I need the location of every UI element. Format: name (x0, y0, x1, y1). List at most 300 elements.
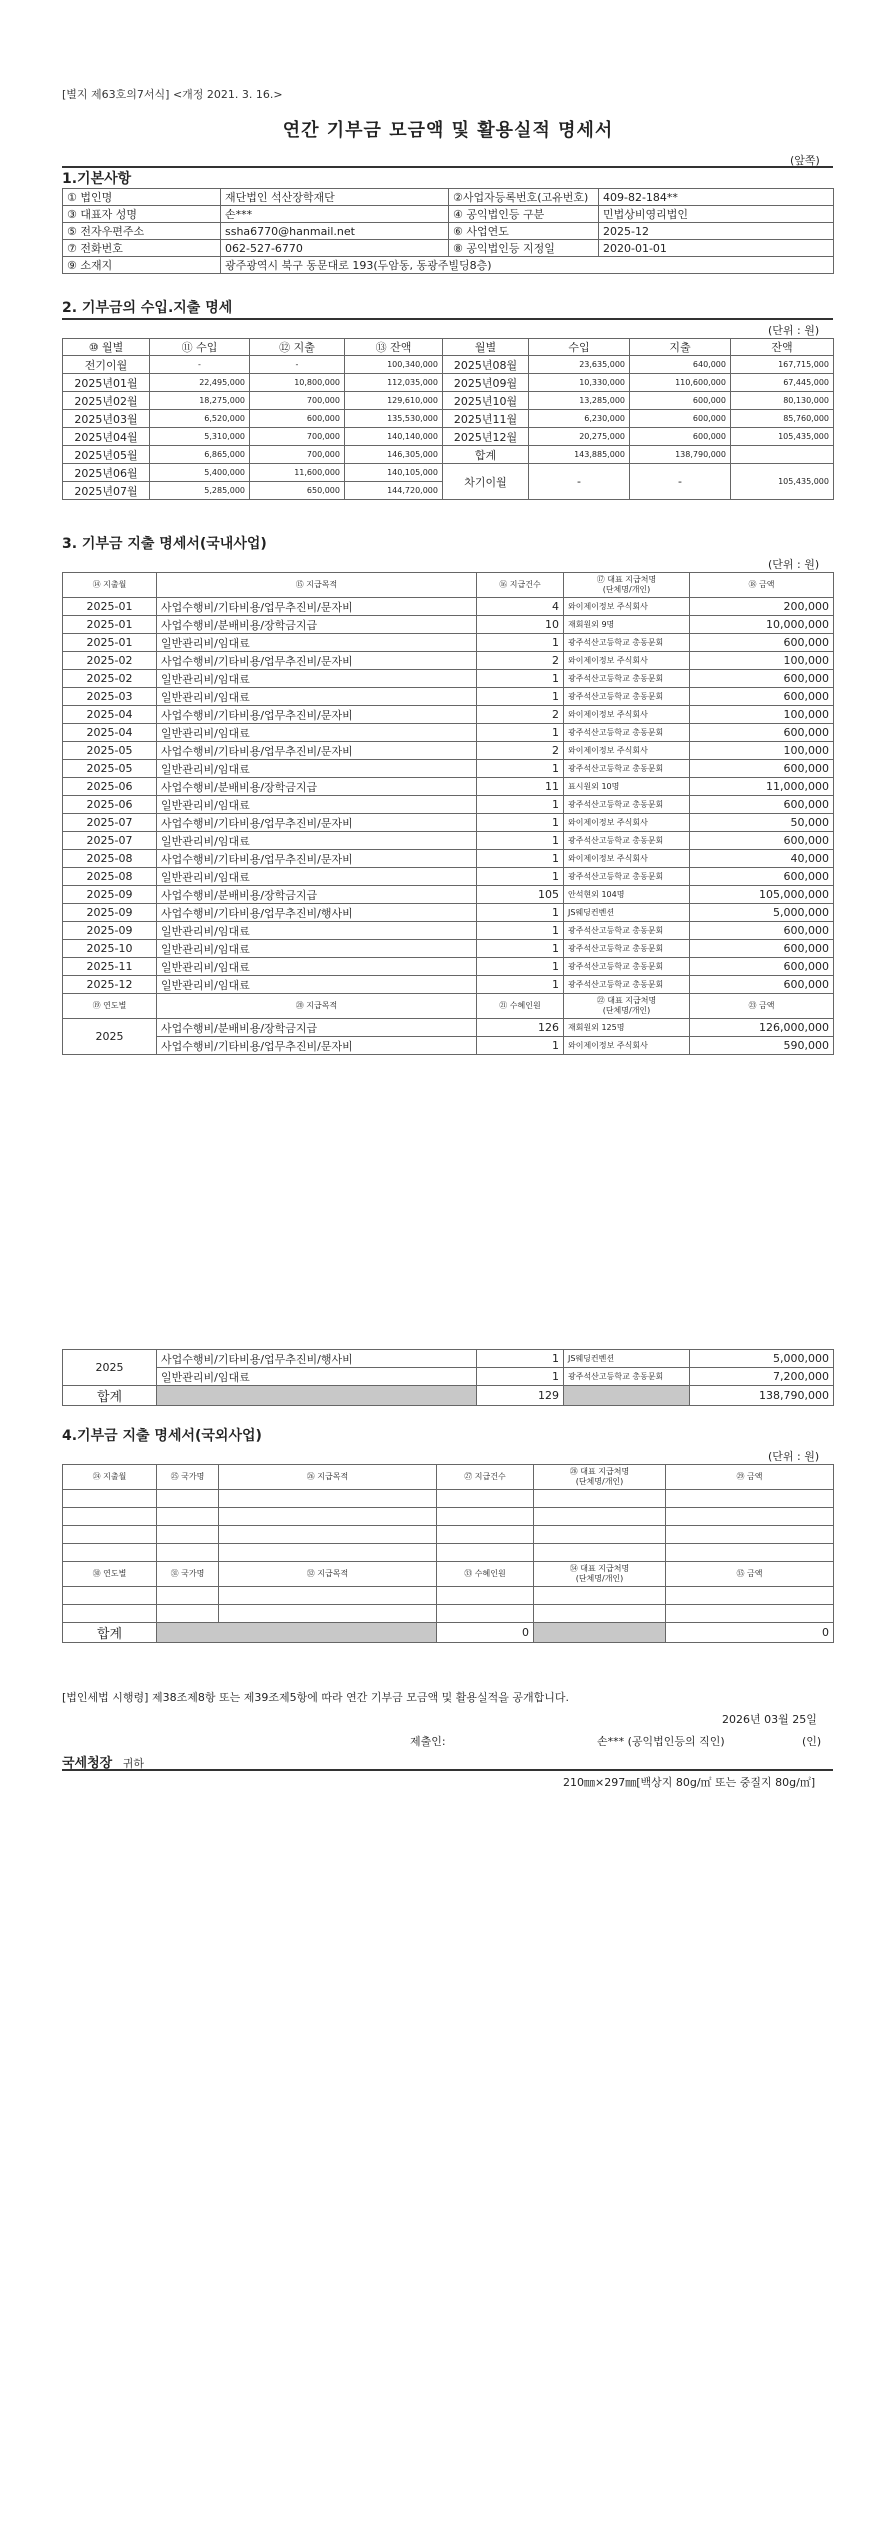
balance-cell: 135,530,000 (345, 410, 443, 428)
balance-cell: 105,435,000 (731, 464, 834, 500)
domestic-expense-row (63, 976, 834, 994)
recipient-cell: 와이제이정보 주식회사 (564, 1037, 690, 1055)
count-cell: 2 (477, 742, 564, 760)
month-cell: 2025년05월 (63, 446, 150, 464)
field-label: ⑦ 전화번호 (63, 240, 221, 257)
page-side: (앞쪽) (790, 154, 820, 167)
count-cell: 1 (477, 796, 564, 814)
count-cell: 1 (477, 1368, 564, 1386)
count-cell: 10 (477, 616, 564, 634)
empty-cell (219, 1490, 437, 1508)
domestic-expense-continued (62, 1349, 834, 1406)
empty-cell (219, 1605, 437, 1623)
recipient-cell: 광주석산고등학교 총동문회 (564, 832, 690, 850)
amount-cell: 600,000 (690, 976, 834, 994)
balance-cell: 112,035,000 (345, 374, 443, 392)
recipient-cell: JS웨딩컨벤션 (564, 1350, 690, 1368)
balance-cell: 80,130,000 (731, 392, 834, 410)
purpose-cell: 사업수행비/기타비용/업무추진비/행사비 (157, 904, 477, 922)
total-row (63, 1386, 834, 1406)
empty-cell (219, 1587, 437, 1605)
empty-cell (157, 1544, 219, 1562)
month-cell: 2025-01 (63, 634, 157, 652)
month-cell: 2025-09 (63, 922, 157, 940)
month-cell: 2025년04월 (63, 428, 150, 446)
column-header: ⑫ 지출 (250, 339, 345, 356)
amount-cell: 200,000 (690, 598, 834, 616)
empty-cell (666, 1490, 834, 1508)
recipient-cell: 와이제이정보 주식회사 (564, 706, 690, 724)
purpose-cell: 일반관리비/임대료 (157, 760, 477, 778)
expense-cell: 640,000 (630, 356, 731, 374)
purpose-cell: 사업수행비/기타비용/업무추진비/문자비 (157, 1037, 477, 1055)
month-cell: 2025년06월 (63, 464, 150, 482)
count-cell: 1 (477, 904, 564, 922)
basic-info-row (63, 189, 834, 206)
recipient-cell: 광주석산고등학교 총동문회 (564, 760, 690, 778)
column-header: ⑳ 지급목적 (157, 994, 477, 1019)
issue-date: 2026년 03월 25일 (722, 1713, 817, 1726)
expense-cell: 600,000 (630, 428, 731, 446)
overseas-empty-row (63, 1490, 834, 1508)
recipient-cell: 표시원외 10명 (564, 778, 690, 796)
purpose-cell: 사업수행비/기타비용/업무추진비/문자비 (157, 814, 477, 832)
empty-cell (157, 1587, 219, 1605)
column-header: ⑩ 월별 (63, 339, 150, 356)
purpose-cell: 일반관리비/임대료 (157, 832, 477, 850)
section-4-unit: (단위 : 원) (768, 1450, 820, 1463)
column-header: ⑯ 지급건수 (477, 573, 564, 598)
month-cell: 2025-06 (63, 778, 157, 796)
income-expense-row (63, 428, 834, 446)
domestic-expense-row (63, 904, 834, 922)
column-header: 지출 (630, 339, 731, 356)
purpose-cell: 사업수행비/분배비용/장학금지급 (157, 1019, 477, 1037)
total-label: 합계 (63, 1623, 157, 1643)
purpose-cell: 일반관리비/임대료 (157, 796, 477, 814)
empty-cell (157, 1490, 219, 1508)
basic-info-row (63, 206, 834, 223)
recipient-cell: 광주석산고등학교 총동문회 (564, 634, 690, 652)
month-cell: 2025년10월 (443, 392, 529, 410)
amount-cell: 600,000 (690, 796, 834, 814)
column-header: 월별 (443, 339, 529, 356)
domestic-expense-row (63, 778, 834, 796)
amount-cell: 600,000 (690, 670, 834, 688)
count-cell: 126 (477, 1019, 564, 1037)
recipient-cell: JS웨딩컨벤션 (564, 904, 690, 922)
column-header: ㉜ 지급목적 (219, 1562, 437, 1587)
month-cell: 2025-08 (63, 850, 157, 868)
empty-cell (534, 1544, 666, 1562)
amount-cell: 105,000,000 (690, 886, 834, 904)
expense-cell: 700,000 (250, 392, 345, 410)
income-cell: 6,520,000 (150, 410, 250, 428)
total-label: 합계 (63, 1386, 157, 1406)
income-expense-row (63, 356, 834, 374)
overseas-empty-row (63, 1605, 834, 1623)
yearly-row (63, 1037, 834, 1055)
purpose-cell: 일반관리비/임대료 (157, 958, 477, 976)
domestic-expense-row (63, 652, 834, 670)
field-value: 2020-01-01 (599, 240, 834, 257)
domestic-expense-row (63, 598, 834, 616)
field-label: ②사업자등록번호(고유번호) (449, 189, 599, 206)
addressee-suffix: 귀하 (122, 1757, 145, 1770)
month-cell: 전기이월 (63, 356, 150, 374)
purpose-cell: 사업수행비/분배비용/장학금지급 (157, 616, 477, 634)
column-header: ⑬ 잔액 (345, 339, 443, 356)
amount-cell: 5,000,000 (690, 904, 834, 922)
balance-cell: 167,715,000 (731, 356, 834, 374)
domestic-expense-row (63, 958, 834, 976)
month-cell: 2025-02 (63, 670, 157, 688)
count-cell: 2 (477, 652, 564, 670)
overseas-empty-row (63, 1526, 834, 1544)
income-expense-row (63, 446, 834, 464)
yearly-row (63, 1368, 834, 1386)
domestic-expense-header (63, 573, 834, 598)
month-cell: 2025년08월 (443, 356, 529, 374)
purpose-cell: 일반관리비/임대료 (157, 940, 477, 958)
domestic-expense-row (63, 850, 834, 868)
count-cell: 11 (477, 778, 564, 796)
address-label: ⑨ 소재지 (63, 257, 221, 274)
overseas-empty-row (63, 1587, 834, 1605)
recipient-cell: 재회원외 9명 (564, 616, 690, 634)
month-cell: 2025-04 (63, 706, 157, 724)
yearly-row (63, 1019, 834, 1037)
field-value: 409-82-184** (599, 189, 834, 206)
empty-cell (157, 1623, 437, 1643)
expense-cell: 650,000 (250, 482, 345, 500)
recipient-cell: 광주석산고등학교 총동문회 (564, 958, 690, 976)
month-cell: 2025-01 (63, 598, 157, 616)
field-label: ④ 공익법인등 구분 (449, 206, 599, 223)
income-expense-header (63, 339, 834, 356)
balance-cell: 129,610,000 (345, 392, 443, 410)
month-cell: 2025-01 (63, 616, 157, 634)
column-header: ㉖ 지급목적 (219, 1465, 437, 1490)
empty-cell (534, 1526, 666, 1544)
basic-info-table (62, 188, 834, 274)
recipient-cell: 광주석산고등학교 총동문회 (564, 976, 690, 994)
column-header: ⑰ 대표 지급처명 (단체명/개인) (564, 573, 690, 598)
domestic-expense-row (63, 832, 834, 850)
column-header: ㉒ 대표 지급처명 (단체명/개인) (564, 994, 690, 1019)
purpose-cell: 일반관리비/임대료 (157, 724, 477, 742)
column-header: ㉗ 지급건수 (437, 1465, 534, 1490)
recipient-cell: 광주석산고등학교 총동문회 (564, 1368, 690, 1386)
purpose-cell: 일반관리비/임대료 (157, 976, 477, 994)
income-cell: - (529, 464, 630, 500)
recipient-cell: 광주석산고등학교 총동문회 (564, 670, 690, 688)
domestic-expense-row (63, 706, 834, 724)
month-cell: 2025년01월 (63, 374, 150, 392)
expense-cell: - (250, 356, 345, 374)
count-cell: 1 (477, 760, 564, 778)
overseas-empty-row (63, 1508, 834, 1526)
amount-cell: 600,000 (690, 760, 834, 778)
amount-cell: 600,000 (690, 940, 834, 958)
overseas-empty-row (63, 1544, 834, 1562)
purpose-cell: 일반관리비/임대료 (157, 634, 477, 652)
domestic-expense-row (63, 670, 834, 688)
income-cell: 10,330,000 (529, 374, 630, 392)
month-cell: 2025년03월 (63, 410, 150, 428)
income-cell: 6,230,000 (529, 410, 630, 428)
section-2-heading: 2. 기부금의 수입.지출 명세 (62, 300, 233, 316)
recipient-cell: 광주석산고등학교 총동문회 (564, 868, 690, 886)
empty-cell (666, 1587, 834, 1605)
recipient-cell: 광주석산고등학교 총동문회 (564, 940, 690, 958)
empty-cell (157, 1605, 219, 1623)
recipient-cell: 재회원외 125명 (564, 1019, 690, 1037)
column-header: ㉔ 지출월 (63, 1465, 157, 1490)
empty-cell (63, 1490, 157, 1508)
domestic-expense-row (63, 886, 834, 904)
count-cell: 105 (477, 886, 564, 904)
count-cell: 1 (477, 724, 564, 742)
recipient-cell: 와이제이정보 주식회사 (564, 652, 690, 670)
count-cell: 1 (477, 832, 564, 850)
amount-cell: 40,000 (690, 850, 834, 868)
month-cell: 2025년02월 (63, 392, 150, 410)
balance-cell: 144,720,000 (345, 482, 443, 500)
submitter-name: 손*** (공익법인등의 직인) (597, 1735, 725, 1748)
empty-cell (534, 1490, 666, 1508)
month-cell: 2025-11 (63, 958, 157, 976)
amount-cell: 600,000 (690, 724, 834, 742)
section-1-heading: 1.기본사항 (62, 171, 132, 187)
field-label: ⑤ 전자우편주소 (63, 223, 221, 240)
month-cell: 2025-04 (63, 724, 157, 742)
column-header: ㉚ 연도별 (63, 1562, 157, 1587)
expense-cell: 700,000 (250, 446, 345, 464)
form-reference: [별지 제63호의7서식] <개정 2021. 3. 16.> (62, 88, 283, 101)
field-label: ③ 대표자 성명 (63, 206, 221, 223)
field-value: 062-527-6770 (221, 240, 449, 257)
field-label: ① 법인명 (63, 189, 221, 206)
purpose-cell: 사업수행비/기타비용/업무추진비/문자비 (157, 706, 477, 724)
expense-cell: 600,000 (630, 392, 731, 410)
column-header: ㉓ 금액 (690, 994, 834, 1019)
amount-cell: 100,000 (690, 742, 834, 760)
amount-cell: 100,000 (690, 652, 834, 670)
purpose-cell: 사업수행비/기타비용/업무추진비/문자비 (157, 742, 477, 760)
amount-cell: 50,000 (690, 814, 834, 832)
empty-cell (437, 1605, 534, 1623)
month-cell: 2025-05 (63, 760, 157, 778)
income-cell: 20,275,000 (529, 428, 630, 446)
domestic-expense-row (63, 724, 834, 742)
balance-cell: 85,760,000 (731, 410, 834, 428)
total-count: 0 (437, 1623, 534, 1643)
month-cell: 2025-08 (63, 868, 157, 886)
field-label: ⑧ 공익법인등 지정일 (449, 240, 599, 257)
column-header: ㉝ 수혜인원 (437, 1562, 534, 1587)
section-4-heading: 4.기부금 지출 명세서(국외사업) (62, 1428, 262, 1444)
expense-cell: 11,600,000 (250, 464, 345, 482)
section-3-unit: (단위 : 원) (768, 558, 820, 571)
year-cell: 2025 (63, 1019, 157, 1055)
balance-cell (731, 446, 834, 464)
domestic-expense-row (63, 688, 834, 706)
yearly-header (63, 994, 834, 1019)
expense-cell: 600,000 (630, 410, 731, 428)
empty-cell (666, 1526, 834, 1544)
expense-cell: 110,600,000 (630, 374, 731, 392)
income-cell: - (150, 356, 250, 374)
column-header: ⑭ 지출월 (63, 573, 157, 598)
amount-cell: 600,000 (690, 688, 834, 706)
domestic-expense-row (63, 634, 834, 652)
field-label: ⑥ 사업연도 (449, 223, 599, 240)
income-expense-row (63, 392, 834, 410)
amount-cell: 11,000,000 (690, 778, 834, 796)
amount-cell: 126,000,000 (690, 1019, 834, 1037)
empty-cell (157, 1386, 477, 1406)
domestic-expense-row (63, 940, 834, 958)
column-header: ㉘ 대표 지급처명 (단체명/개인) (534, 1465, 666, 1490)
income-expense-row (63, 410, 834, 428)
domestic-expense-row (63, 814, 834, 832)
section-3-heading: 3. 기부금 지출 명세서(국내사업) (62, 536, 267, 552)
amount-cell: 600,000 (690, 922, 834, 940)
year-cell: 2025 (63, 1350, 157, 1386)
month-cell: 2025년12월 (443, 428, 529, 446)
empty-cell (219, 1544, 437, 1562)
legal-notice: [법인세법 시행령] 제38조제8항 또는 제39조제5항에 따라 연간 기부금 모금액 및 활용실적을 공개합니다. (62, 1691, 569, 1704)
recipient-cell: 광주석산고등학교 총동문회 (564, 724, 690, 742)
balance-cell: 140,140,000 (345, 428, 443, 446)
amount-cell: 10,000,000 (690, 616, 834, 634)
empty-cell (437, 1490, 534, 1508)
total-count: 129 (477, 1386, 564, 1406)
income-cell: 5,285,000 (150, 482, 250, 500)
empty-cell (63, 1544, 157, 1562)
income-cell: 5,310,000 (150, 428, 250, 446)
purpose-cell: 일반관리비/임대료 (157, 868, 477, 886)
submitter-label: 제출인: (410, 1735, 446, 1748)
income-expense-row (63, 374, 834, 392)
income-cell: 143,885,000 (529, 446, 630, 464)
domestic-expense-table (62, 572, 834, 1055)
amount-cell: 600,000 (690, 958, 834, 976)
column-header: ㉙ 금액 (666, 1465, 834, 1490)
income-expense-table (62, 338, 834, 500)
month-cell: 2025-12 (63, 976, 157, 994)
empty-cell (534, 1587, 666, 1605)
month-cell: 2025-07 (63, 832, 157, 850)
empty-cell (437, 1508, 534, 1526)
column-header: 잔액 (731, 339, 834, 356)
empty-cell (666, 1605, 834, 1623)
purpose-cell: 일반관리비/임대료 (157, 670, 477, 688)
field-value: 재단법인 석산장학재단 (221, 189, 449, 206)
count-cell: 1 (477, 868, 564, 886)
column-header: ㉑ 수혜인원 (477, 994, 564, 1019)
purpose-cell: 일반관리비/임대료 (157, 922, 477, 940)
field-value: ssha6770@hanmail.net (221, 223, 449, 240)
empty-cell (63, 1587, 157, 1605)
amount-cell: 590,000 (690, 1037, 834, 1055)
column-header: 수입 (529, 339, 630, 356)
basic-info-row (63, 223, 834, 240)
address-value: 광주광역시 북구 동문대로 193(두암동, 동광주빌딩8층) (221, 257, 834, 274)
empty-cell (534, 1623, 666, 1643)
income-expense-row (63, 464, 834, 482)
recipient-cell: 광주석산고등학교 총동문회 (564, 688, 690, 706)
count-cell: 1 (477, 688, 564, 706)
column-header: ㉛ 국가명 (157, 1562, 219, 1587)
balance-cell: 105,435,000 (731, 428, 834, 446)
empty-cell (666, 1508, 834, 1526)
overseas-yearly-header (63, 1562, 834, 1587)
month-cell: 2025-09 (63, 886, 157, 904)
month-cell: 2025-07 (63, 814, 157, 832)
recipient-cell: 안석현외 104명 (564, 886, 690, 904)
domestic-expense-row (63, 760, 834, 778)
empty-cell (63, 1605, 157, 1623)
overseas-total-row (63, 1623, 834, 1643)
month-cell: 2025-06 (63, 796, 157, 814)
balance-cell: 140,105,000 (345, 464, 443, 482)
domestic-expense-row (63, 922, 834, 940)
empty-cell (157, 1508, 219, 1526)
field-value: 민법상비영리법인 (599, 206, 834, 223)
income-cell: 22,495,000 (150, 374, 250, 392)
column-header: ⑪ 수입 (150, 339, 250, 356)
domestic-expense-row (63, 616, 834, 634)
column-header: ㉕ 국가명 (157, 1465, 219, 1490)
count-cell: 1 (477, 922, 564, 940)
count-cell: 1 (477, 940, 564, 958)
income-cell: 5,400,000 (150, 464, 250, 482)
empty-cell (219, 1508, 437, 1526)
column-header: ⑮ 지급목적 (157, 573, 477, 598)
empty-cell (534, 1508, 666, 1526)
amount-cell: 7,200,000 (690, 1368, 834, 1386)
expense-cell: - (630, 464, 731, 500)
month-cell: 2025-09 (63, 904, 157, 922)
recipient-cell: 와이제이정보 주식회사 (564, 814, 690, 832)
balance-cell: 100,340,000 (345, 356, 443, 374)
month-cell: 2025년07월 (63, 482, 150, 500)
month-cell: 2025-05 (63, 742, 157, 760)
purpose-cell: 사업수행비/기타비용/업무추진비/문자비 (157, 598, 477, 616)
recipient-cell: 광주석산고등학교 총동문회 (564, 922, 690, 940)
recipient-cell: 와이제이정보 주식회사 (564, 598, 690, 616)
expense-cell: 10,800,000 (250, 374, 345, 392)
empty-cell (219, 1526, 437, 1544)
purpose-cell: 사업수행비/기타비용/업무추진비/문자비 (157, 850, 477, 868)
month-cell: 2025-10 (63, 940, 157, 958)
balance-cell: 67,445,000 (731, 374, 834, 392)
income-cell: 18,275,000 (150, 392, 250, 410)
purpose-cell: 사업수행비/기타비용/업무추진비/행사비 (157, 1350, 477, 1368)
field-value: 2025-12 (599, 223, 834, 240)
count-cell: 1 (477, 850, 564, 868)
amount-cell: 5,000,000 (690, 1350, 834, 1368)
addressee-name: 국세청장 (62, 1756, 113, 1771)
count-cell: 1 (477, 634, 564, 652)
amount-cell: 600,000 (690, 832, 834, 850)
document-title: 연간 기부금 모금액 및 활용실적 명세서 (282, 120, 614, 141)
month-cell: 2025년09월 (443, 374, 529, 392)
month-cell: 2025년11월 (443, 410, 529, 428)
recipient-cell: 와이제이정보 주식회사 (564, 850, 690, 868)
